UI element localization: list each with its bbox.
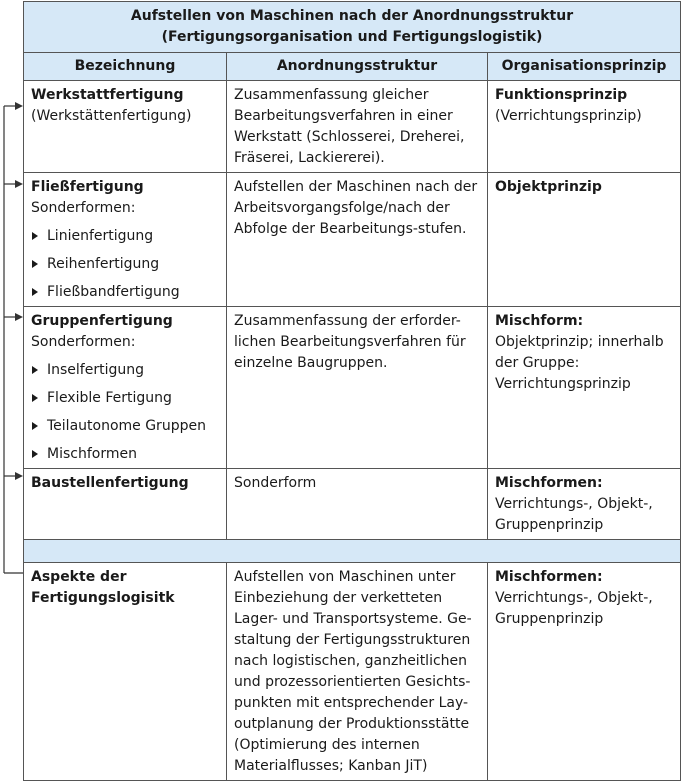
title-row bbox=[24, 2, 681, 53]
table-row-fliess bbox=[24, 173, 681, 307]
row-name: Baustellenfertigung bbox=[31, 475, 189, 491]
cell-anordnungsstruktur: Zusammenfassung der erforder-lichen Bearbeitungsverfahren für einzelne Baugruppen. bbox=[227, 307, 488, 469]
cell-organisationsprinzip bbox=[488, 563, 681, 781]
header-anordnungsstruktur: Anordnungsstruktur bbox=[227, 53, 488, 81]
subforms-list bbox=[31, 360, 220, 465]
table-row-gruppe bbox=[24, 307, 681, 469]
arrow-head-werkstatt bbox=[15, 102, 23, 110]
list-item: Inselfertigung bbox=[31, 360, 220, 381]
cell-bezeichnung bbox=[24, 307, 227, 469]
cell-anordnungsstruktur: Sonderform bbox=[227, 469, 488, 540]
cell-anordnungsstruktur: Zusammenfassung gleicher Bearbeitungsverfahren in einer Werkstatt (Schlosserei, Dreherei, Fräserei, Lackiererei). bbox=[227, 81, 488, 173]
title-line-2: (Fertigungsorganisation und Fertigungslogistik) bbox=[161, 29, 543, 45]
row-name: Gruppenfertigung bbox=[31, 313, 173, 329]
principle-text: (Verrichtungsprinzip) bbox=[495, 108, 642, 124]
list-item: Reihenfertigung bbox=[31, 254, 220, 275]
row-name: Aspekte der Fertigungslogisitk bbox=[31, 569, 175, 606]
header-row bbox=[24, 53, 681, 81]
subforms-label: Sonderformen: bbox=[31, 200, 136, 216]
table-row-baustelle bbox=[24, 469, 681, 540]
list-item: Mischformen bbox=[31, 444, 220, 465]
cell-organisationsprinzip bbox=[488, 81, 681, 173]
principle-title: Mischformen: bbox=[495, 475, 603, 491]
table-row-werkstatt bbox=[24, 81, 681, 173]
triangle-bullet-icon bbox=[32, 394, 38, 402]
cell-organisationsprinzip bbox=[488, 469, 681, 540]
cell-bezeichnung bbox=[24, 469, 227, 540]
header-bezeichnung: Bezeichnung bbox=[24, 53, 227, 81]
cell-bezeichnung bbox=[24, 81, 227, 173]
principle-title: Mischform: bbox=[495, 313, 584, 329]
list-item: Fließbandfertigung bbox=[31, 282, 220, 303]
bracket-connector bbox=[0, 0, 24, 750]
list-item: Flexible Fertigung bbox=[31, 388, 220, 409]
row-name-note: (Werkstättenfertigung) bbox=[31, 108, 192, 124]
cell-anordnungsstruktur: Aufstellen von Maschinen unter Einbeziehung der verketteten Lager- und Transportsysteme. Ge-staltung der Fertigungsstrukturen nach logistischen, ganzheitlichen und prozessorientierten Gesichts-punkten mit entsprechender Lay-outplanung der Produktionsstätte (Optimierung des internen Materialflusses; Kanban JiT) bbox=[227, 563, 488, 781]
triangle-bullet-icon bbox=[32, 422, 38, 430]
cell-organisationsprinzip bbox=[488, 307, 681, 469]
arrow-head-baustelle bbox=[15, 472, 23, 480]
cell-anordnungsstruktur: Aufstellen der Maschinen nach der Arbeitsvorgangsfolge/nach der Abfolge der Bearbeitungs-stufen. bbox=[227, 173, 488, 307]
spacer-cell bbox=[24, 540, 681, 563]
principle-title: Funktionsprinzip bbox=[495, 87, 628, 103]
row-name: Werkstattfertigung bbox=[31, 87, 184, 103]
principle-title: Objektprinzip bbox=[495, 179, 602, 195]
cell-bezeichnung bbox=[24, 173, 227, 307]
table-title bbox=[24, 2, 681, 53]
row-name: Fließfertigung bbox=[31, 179, 144, 195]
principle-text: Verrichtungs-, Objekt-, Gruppenprinzip bbox=[495, 496, 653, 533]
triangle-bullet-icon bbox=[32, 288, 38, 296]
triangle-bullet-icon bbox=[32, 260, 38, 268]
principle-text: Verrichtungs-, Objekt-, Gruppenprinzip bbox=[495, 590, 653, 627]
principle-text: Objektprinzip; innerhalb der Gruppe: Verrichtungsprinzip bbox=[495, 334, 664, 392]
subforms-label: Sonderformen: bbox=[31, 334, 136, 350]
table-row-logistik bbox=[24, 563, 681, 781]
list-item: Teilautonome Gruppen bbox=[31, 416, 220, 437]
fertigung-table bbox=[23, 1, 681, 781]
cell-organisationsprinzip bbox=[488, 173, 681, 307]
triangle-bullet-icon bbox=[32, 450, 38, 458]
triangle-bullet-icon bbox=[32, 366, 38, 374]
triangle-bullet-icon bbox=[32, 232, 38, 240]
list-item: Linienfertigung bbox=[31, 226, 220, 247]
title-line-1: Aufstellen von Maschinen nach der Anordnungsstruktur bbox=[130, 8, 574, 24]
arrow-head-gruppe bbox=[15, 313, 23, 321]
header-organisationsprinzip: Organisationsprinzip bbox=[488, 53, 681, 81]
cell-bezeichnung bbox=[24, 563, 227, 781]
subforms-list bbox=[31, 226, 220, 303]
arrow-head-fliess bbox=[15, 180, 23, 188]
principle-title: Mischformen: bbox=[495, 569, 603, 585]
spacer-row bbox=[24, 540, 681, 563]
